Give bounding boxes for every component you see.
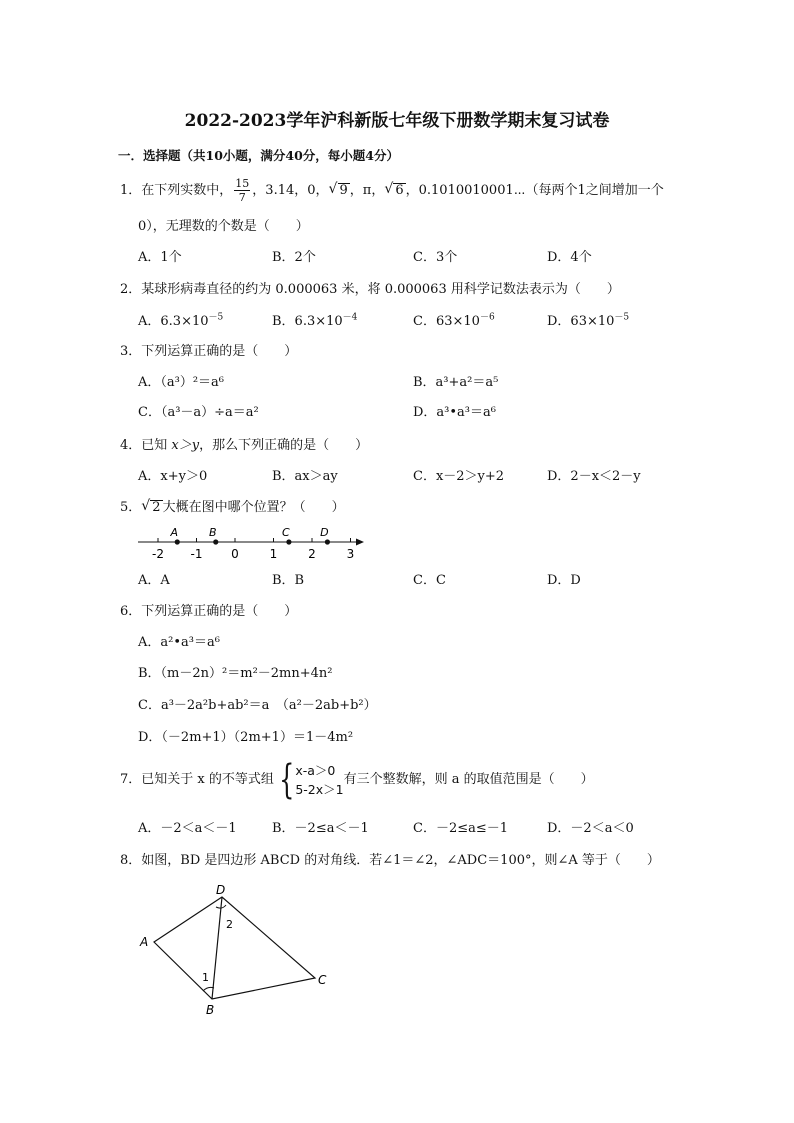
tick-label: 0 [231, 547, 239, 561]
exponent: －4 [342, 312, 358, 323]
q1-option-d: D．4个 [547, 250, 592, 265]
diagonal-bd [212, 897, 222, 999]
q4-option-b: B．ax＞ay [272, 469, 338, 484]
question-4 [120, 437, 368, 455]
fraction-numerator: 15 [235, 177, 250, 190]
question-3: 3．下列运算正确的是（ ） [120, 344, 298, 359]
option-label: A．6.3×10 [138, 314, 209, 329]
exponent: －5 [614, 312, 630, 323]
sqrt-9 [329, 182, 350, 200]
tick-label: 2 [308, 547, 316, 561]
label-b: B [206, 1003, 215, 1017]
q5-option-b: B．B [272, 573, 305, 588]
q4-condition: x＞y [171, 438, 200, 453]
q7-text-pre: 7．已知关于 x 的不等式组 [120, 772, 274, 787]
sqrt-6 [384, 182, 405, 200]
q4-text-post: ，那么下列正确的是（ ） [199, 438, 369, 453]
q6-option-b: B．（m－2n）²＝m²－2mn+4n² [138, 666, 333, 681]
radical-icon: √ [328, 181, 338, 197]
q7-option-c: C．－2≤a≤－1 [413, 821, 509, 836]
q2-option-b [272, 313, 357, 331]
point-label: A [170, 526, 179, 539]
q4-option-a: A．x+y＞0 [138, 469, 208, 484]
brace-icon: { [278, 757, 295, 803]
point-marker [325, 539, 330, 544]
quadrilateral-abcd [154, 897, 315, 999]
option-label: C．63×10 [413, 314, 480, 329]
q2-option-a [138, 313, 223, 331]
q3-option-c: C．（a³－a）÷a＝a² [138, 405, 259, 420]
q1-option-a: A．1个 [138, 250, 182, 265]
point-label: D [320, 526, 329, 539]
label-d: D [216, 883, 226, 897]
question-8: 8．如图，BD 是四边形 ABCD 的对角线．若∠1＝∠2，∠ADC＝100°，则∠A 等于（ ） [120, 853, 660, 868]
q3-option-b: B．a³+a²＝a⁵ [413, 375, 499, 390]
tick-label: -1 [190, 547, 203, 561]
question-5 [120, 499, 345, 517]
q6-option-a: A．a²•a³＝a⁶ [138, 635, 220, 650]
question-1 [120, 177, 664, 204]
exponent: －5 [208, 312, 224, 323]
q6-option-d: D．（－2m+1）（2m+1）＝1－4m² [138, 730, 354, 745]
q5-option-d: D．D [547, 573, 581, 588]
exponent: －6 [479, 312, 495, 323]
label-c: C [318, 973, 327, 987]
question-2: 2．某球形病毒直径的约为 0.000063 米，将 0.000063 用科学记数法表示为（ ） [120, 282, 620, 297]
q7-option-a: A．－2＜a＜－1 [138, 821, 237, 836]
option-label: D．63×10 [547, 314, 615, 329]
fraction [234, 177, 250, 204]
arrow-right-icon [356, 539, 364, 546]
question-number: 1． [120, 183, 142, 198]
question-6: 6．下列运算正确的是（ ） [120, 604, 298, 619]
tick-label: 3 [346, 547, 355, 561]
q1-text-mid1: ，3.14，0， [252, 183, 329, 198]
q2-option-c [413, 313, 495, 331]
q7-option-d: D．－2＜a＜0 [547, 821, 634, 836]
number-line [134, 522, 374, 562]
point-label: C [282, 526, 290, 539]
label-angle-2: 2 [226, 918, 233, 931]
point-marker [213, 539, 218, 544]
fraction-denominator: 7 [238, 191, 246, 204]
section-heading: 一．选择题（共10小题，满分40分，每小题4分） [118, 148, 399, 163]
sqrt-2 [141, 499, 162, 517]
q4-text-pre: 4．已知 [120, 438, 172, 453]
label-angle-1: 1 [202, 971, 209, 984]
question-number: 5． [120, 500, 142, 515]
q3-option-a: A．（a³）²＝a⁶ [138, 375, 225, 390]
q5-text-post: 大概在图中哪个位置？（ ） [162, 500, 345, 515]
point-marker [286, 539, 291, 544]
radical-icon: √ [384, 181, 394, 197]
q1-text-mid2: ，π， [349, 183, 385, 198]
question-7 [120, 757, 594, 803]
q2-option-d [547, 313, 629, 331]
tick-label: 1 [269, 547, 278, 561]
inequality-1: x-a＞0 [295, 763, 336, 778]
point-label: B [208, 526, 217, 539]
tick-label: -2 [152, 547, 164, 561]
q5-option-a: A．A [138, 573, 170, 588]
q5-option-c: C．C [413, 573, 446, 588]
q3-option-d: D．a³•a³＝a⁶ [413, 405, 496, 420]
option-label: B．6.3×10 [272, 314, 343, 329]
q7-option-b: B．－2≤a＜－1 [272, 821, 369, 836]
radicand: 2 [152, 500, 161, 515]
q1-option-b: B．2个 [272, 250, 316, 265]
q4-option-d: D．2－x＜2－y [547, 469, 641, 484]
radicand: 9 [339, 183, 348, 198]
q7-text-post: 有三个整数解，则 a 的取值范围是（ ） [343, 772, 594, 787]
q1-option-c: C．3个 [413, 250, 458, 265]
q6-option-c: C．a³－2a²b+ab²＝a （a²－2ab+b²） [138, 698, 377, 713]
inequality-2: 5-2x＞1 [295, 782, 344, 797]
radicand: 6 [395, 183, 404, 198]
q1-text-post: ，0.1010010001⋯（每两个1之间增加一个 [405, 183, 664, 198]
label-a: A [140, 935, 149, 949]
q1-text-pre: 在下列实数中， [141, 183, 233, 198]
radical-icon: √ [141, 498, 151, 514]
point-marker [175, 539, 180, 544]
q1-line2: 0），无理数的个数是（ ） [138, 219, 309, 234]
quadrilateral-figure [132, 880, 332, 1018]
q4-option-c: C．x－2＞y+2 [413, 469, 505, 484]
page-title: 2022-2023学年沪科新版七年级下册数学期末复习试卷 [184, 111, 610, 131]
inequality-system [295, 761, 343, 799]
